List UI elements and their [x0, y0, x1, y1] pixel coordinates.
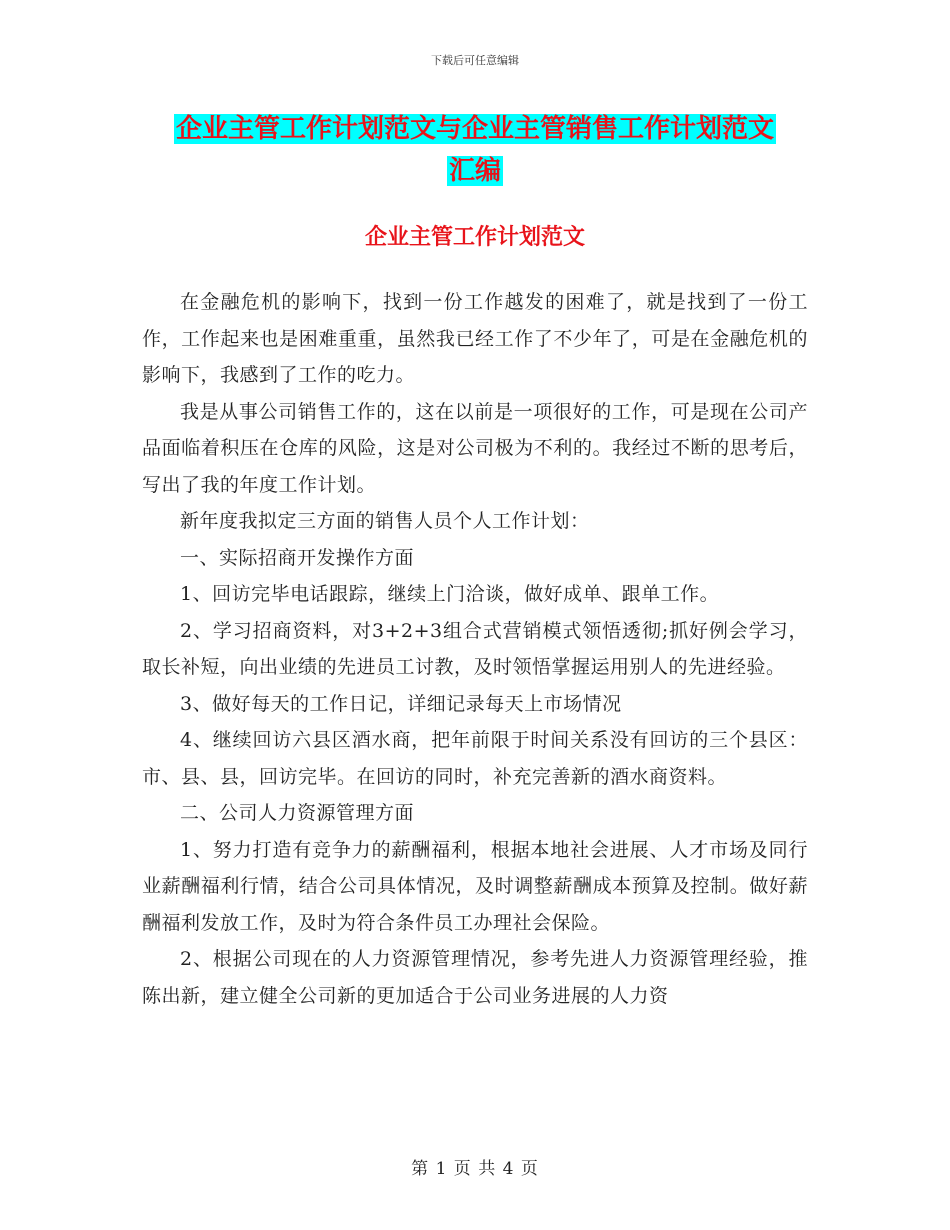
section-title: 企业主管工作计划范文: [364, 225, 585, 250]
page-footer-number: 第 1 页 共 4 页: [411, 1159, 539, 1179]
document-title-line-2: 汇编: [448, 156, 501, 186]
paragraph: 我是从事公司销售工作的，这在以前是一项很好的工作，可是现在公司产品面临着积压在仓库的风险，这是对公司极为不利的。我经过不断的思考后，写出了我的年度工作计划。: [142, 400, 808, 496]
paragraph: 在金融危机的影响下，找到一份工作越发的困难了，就是找到了一份工作，工作起来也是困难重重，虽然我已经工作了不少年了，可是在金融危机的影响下，我感到了工作的吃力。: [142, 291, 808, 386]
page-header-note: 下载后可任意编辑: [431, 54, 519, 67]
paragraph: 1、努力打造有竞争力的薪酬福利，根据本地社会进展、人才市场及同行业薪酬福利行情，结合公司具体情况，及时调整薪酬成本预算及控制。做好薪酬福利发放工作，及时为符合条件员工办理社会保险。: [142, 838, 808, 934]
paragraph: 2、学习招商资料，对3+2+3组合式营销模式领悟透彻;抓好例会学习，取长补短，向出业绩的先进员工讨教，及时领悟掌握运用别人的先进经验。: [142, 619, 808, 678]
paragraph: 1、回访完毕电话跟踪，继续上门洽谈，做好成单、跟单工作。: [180, 583, 720, 605]
paragraph: 3、做好每天的工作日记，详细记录每天上市场情况: [180, 692, 622, 715]
paragraph: 一、实际招商开发操作方面: [180, 546, 415, 569]
document-title: [140, 108, 810, 192]
paragraph: 新年度我拟定三方面的销售人员个人工作计划：: [180, 510, 590, 532]
document-title-line-1: 企业主管工作计划范文与企业主管销售工作计划范文: [175, 114, 774, 144]
paragraph: 二、公司人力资源管理方面: [180, 802, 415, 824]
paragraph: 4、继续回访六县区酒水商，把年前限于时间关系没有回访的三个县区：市、县、县，回访完毕。在回访的同时，补充完善新的酒水商资料。: [142, 729, 808, 788]
paragraph: 2、根据公司现在的人力资源管理情况，参考先进人力资源管理经验，推陈出新，建立健全公司新的更加适合于公司业务进展的人力资: [142, 948, 808, 1007]
document-body: [142, 284, 808, 1014]
